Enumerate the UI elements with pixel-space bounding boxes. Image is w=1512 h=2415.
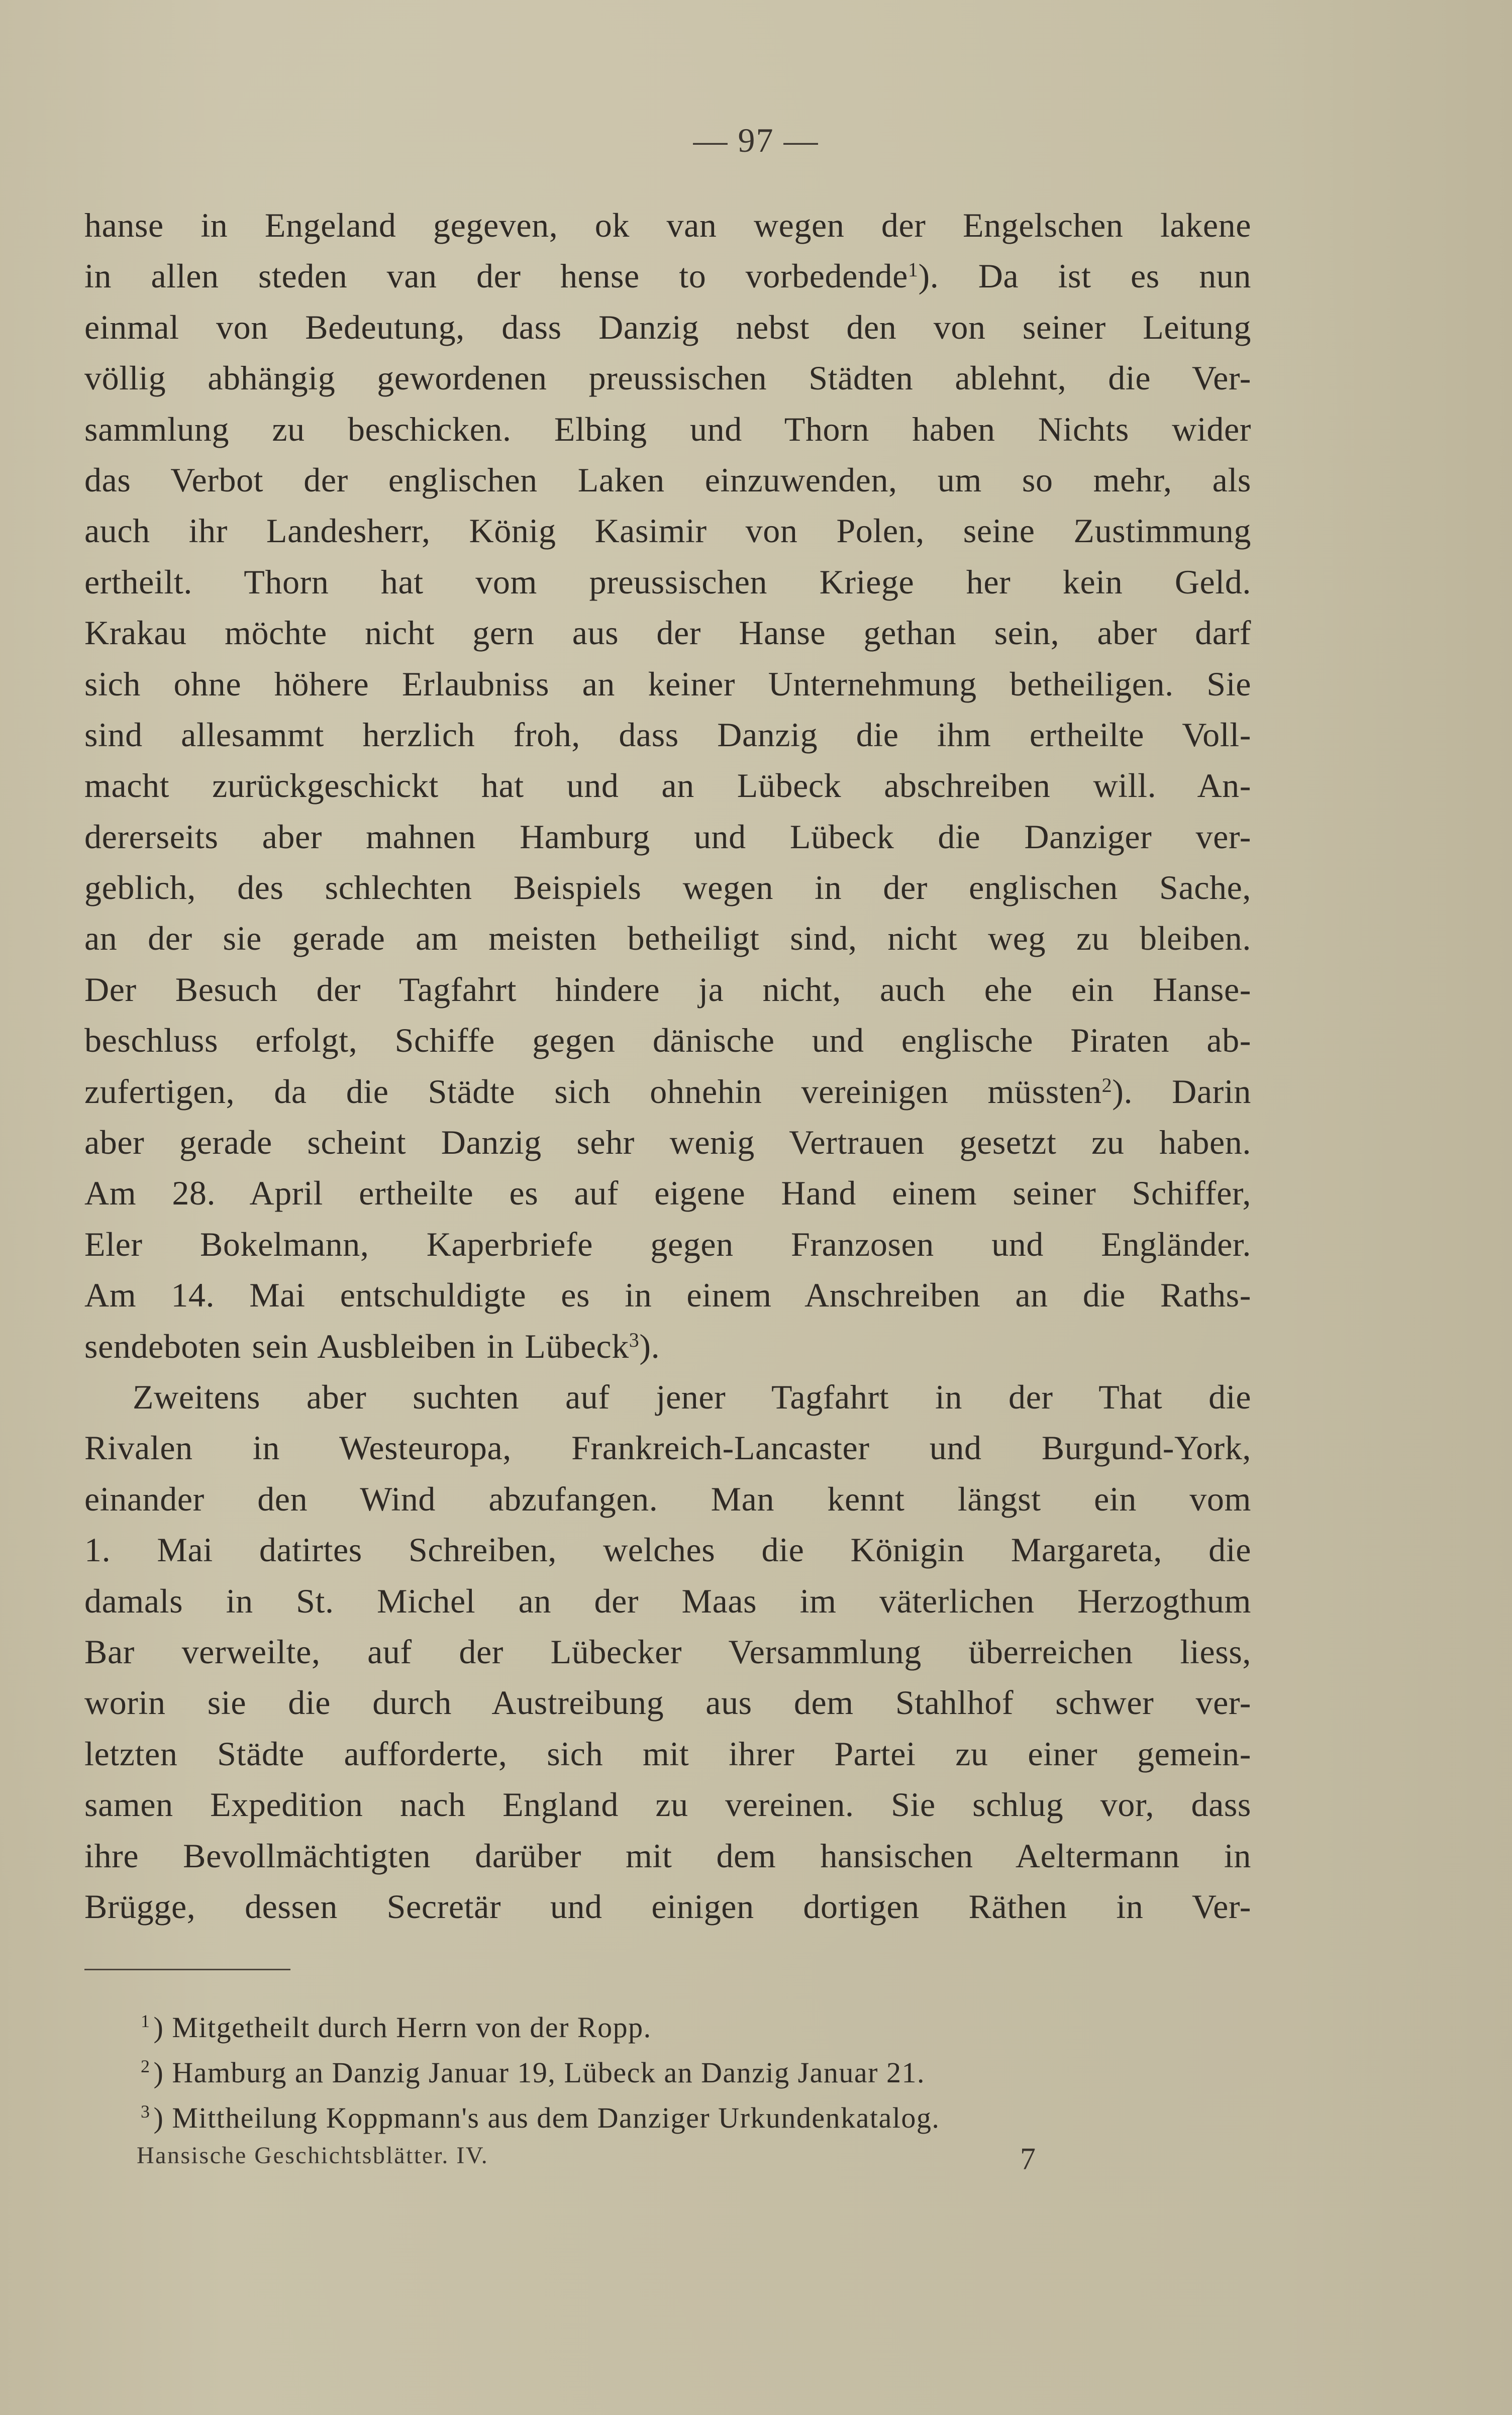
line-text: Brügge, dessen Secretär und einigen dortigen Räthen in Ver-	[84, 1887, 1251, 1926]
footnote-separator	[84, 1969, 290, 1970]
sheet-number: 7	[1020, 2142, 1036, 2176]
text-line	[84, 1627, 1251, 1677]
line-text: Am 14. Mai entschuldigte es in einem Anschreiben an die Raths-	[84, 1276, 1251, 1315]
text-line	[84, 1321, 1251, 1372]
signature-line: Hansische Geschichtsblätter. IV.	[137, 2142, 489, 2169]
text-line	[84, 404, 1251, 455]
line-text: in allen steden van der hense to vorbedende	[84, 257, 908, 295]
text-line	[84, 251, 1251, 301]
text-line	[84, 1831, 1251, 1881]
text-line	[84, 1423, 1251, 1473]
line-text: geblich, des schlechten Beispiels wegen in der englischen Sache,	[84, 868, 1251, 907]
text-line	[84, 1729, 1251, 1779]
page-number: — 97 —	[693, 121, 819, 159]
footnote	[141, 2005, 1266, 2050]
text-line	[84, 1219, 1251, 1270]
line-text: 1. Mai datirtes Schreiben, welches die Königin Margareta, die	[84, 1531, 1251, 1569]
line-text: ihre Bevollmächtigten darüber mit dem hansischen Aeltermann in	[84, 1836, 1251, 1875]
footnote-reference: 1	[908, 258, 919, 281]
text-line	[84, 1015, 1251, 1066]
line-text: auch ihr Landesherr, König Kasimir von Polen, seine Zustimmung	[84, 512, 1251, 550]
text-line	[84, 812, 1251, 862]
footnote	[141, 2095, 1266, 2141]
line-text: aber gerade scheint Danzig sehr wenig Vertrauen gesetzt zu haben.	[84, 1123, 1251, 1162]
text-line	[84, 964, 1251, 1015]
line-text: völlig abhängig gewordenen preussischen Städten ablehnt, die Ver-	[84, 359, 1251, 397]
footnotes	[141, 2005, 1266, 2141]
text-line	[84, 200, 1251, 251]
text-line	[84, 302, 1251, 353]
line-text: sich ohne höhere Erlaubniss an keiner Unternehmung betheiligen. Sie	[84, 664, 1251, 703]
line-text: an der sie gerade am meisten betheiligt sind, nicht weg zu bleiben.	[84, 919, 1251, 958]
footnote-text: ) Mitgetheilt durch Herrn von der Ropp.	[153, 2011, 652, 2044]
line-text: letzten Städte aufforderte, sich mit ihrer Partei zu einer gemein-	[84, 1734, 1251, 1773]
text-line	[84, 862, 1251, 913]
text-line	[84, 506, 1251, 556]
line-text: Eler Bokelmann, Kaperbriefe gegen Franzosen und Engländer.	[84, 1225, 1251, 1263]
text-line	[84, 455, 1251, 506]
footnote-mark: 1	[141, 2011, 151, 2031]
line-text: Bar verweilte, auf der Lübecker Versammlung überreichen liess,	[84, 1632, 1251, 1671]
line-text: worin sie die durch Austreibung aus dem Stahlhof schwer ver-	[84, 1683, 1251, 1722]
text-line	[84, 353, 1251, 404]
line-text: Der Besuch der Tagfahrt hindere ja nicht, auch ehe ein Hanse-	[84, 970, 1251, 1009]
text-line	[84, 557, 1251, 608]
line-text: sammlung zu beschicken. Elbing und Thorn haben Nichts wider	[84, 410, 1251, 448]
line-text: hanse in Engeland gegeven, ok van wegen der Engelschen lakene	[84, 206, 1251, 244]
footnote-text: ) Hamburg an Danzig Januar 19, Lübeck an Danzig Januar 21.	[153, 2056, 925, 2089]
line-text: Krakau möchte nicht gern aus der Hanse gethan sein, aber darf	[84, 614, 1251, 652]
footnote-reference: 3	[629, 1328, 640, 1351]
line-text: samen Expedition nach England zu vereinen. Sie schlug vor, dass	[84, 1785, 1251, 1824]
line-text-continued: ). Da ist es nun	[918, 257, 1251, 295]
text-line	[84, 1270, 1251, 1321]
text-line	[84, 710, 1251, 760]
line-text: das Verbot der englischen Laken einzuwenden, um so mehr, als	[84, 460, 1251, 499]
line-text: Zweitens aber suchten auf jener Tagfahrt in der That die	[133, 1377, 1251, 1416]
text-line	[84, 1117, 1251, 1168]
text-line	[84, 659, 1251, 710]
line-text: dererseits aber mahnen Hamburg und Lübeck die Danziger ver-	[84, 817, 1251, 856]
text-line	[84, 608, 1251, 658]
line-text: Rivalen in Westeuropa, Frankreich-Lancaster und Burgund-York,	[84, 1429, 1251, 1467]
line-text: sind allesammt herzlich froh, dass Danzig die ihm ertheilte Voll-	[84, 715, 1251, 754]
text-line	[84, 1576, 1251, 1627]
line-text: einmal von Bedeutung, dass Danzig nebst den von seiner Leitung	[84, 308, 1251, 346]
line-text-continued: ).	[639, 1327, 660, 1365]
line-text: einander den Wind abzufangen. Man kennt längst ein vom	[84, 1479, 1251, 1518]
text-line	[84, 1881, 1251, 1932]
line-text: zufertigen, da die Städte sich ohnehin vereinigen müssten	[84, 1072, 1102, 1111]
line-text: Am 28. April ertheilte es auf eigene Hand einem seiner Schiffer,	[84, 1174, 1251, 1213]
text-line	[84, 1474, 1251, 1525]
line-text-continued: ). Darin	[1112, 1072, 1251, 1111]
footnote-text: ) Mittheilung Koppmann's aus dem Danziger Urkundenkatalog.	[153, 2101, 940, 2134]
line-text: macht zurückgeschickt hat und an Lübeck abschreiben will. An-	[84, 766, 1251, 805]
line-text: beschluss erfolgt, Schiffe gegen dänische und englische Piraten ab-	[84, 1021, 1251, 1060]
body-text	[84, 200, 1251, 1932]
footnote-mark: 2	[141, 2056, 151, 2076]
text-line	[84, 760, 1251, 811]
footnote-reference: 2	[1101, 1073, 1113, 1096]
text-line	[84, 1525, 1251, 1575]
line-text: damals in St. Michel an der Maas im väterlichen Herzogthum	[84, 1581, 1251, 1620]
footnote	[141, 2050, 1266, 2095]
line-text: ertheilt. Thorn hat vom preussischen Kriege her kein Geld.	[84, 562, 1251, 601]
line-text: sendeboten sein Ausbleiben in Lübeck	[84, 1327, 629, 1365]
text-line	[84, 1779, 1251, 1830]
text-line	[84, 1372, 1251, 1423]
text-line	[84, 913, 1251, 964]
footnote-mark: 3	[141, 2101, 151, 2122]
text-line	[84, 1168, 1251, 1219]
text-line	[84, 1677, 1251, 1728]
text-line	[84, 1066, 1251, 1117]
